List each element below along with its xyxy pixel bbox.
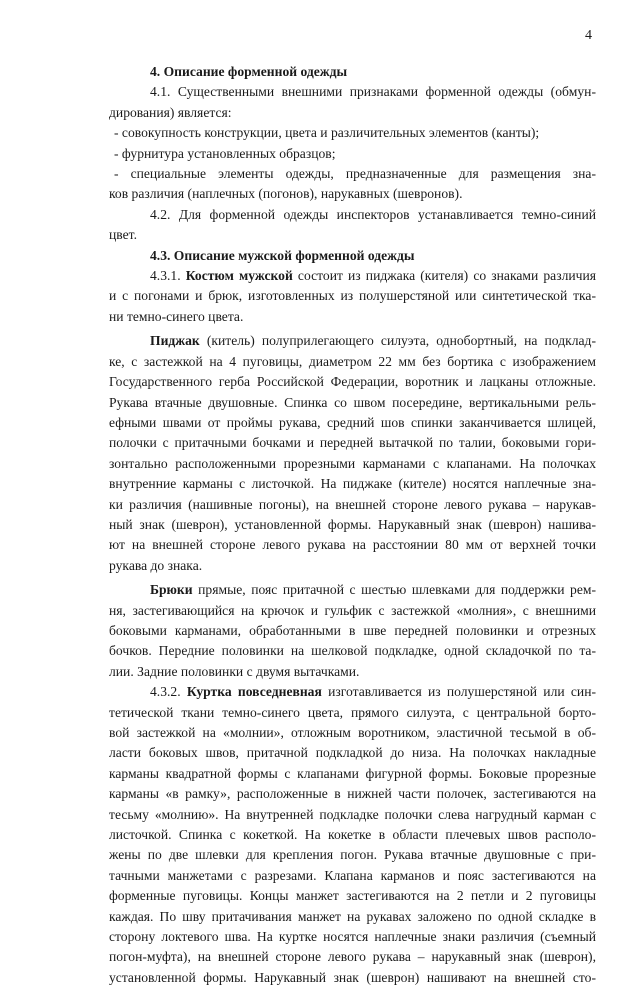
jacket-paragraph-line: зонтально расположенными прорезными карманами с клапанами. На полочках xyxy=(109,455,596,471)
jacket-paragraph-line: полочки с притачными бочками и передней вытачкой по талии, боковыми гори- xyxy=(109,435,596,451)
paragraph-4-3-2-line: жены по две шлевки для крепления погон. Рукава втачные двушовные с при- xyxy=(109,847,596,863)
trousers-paragraph-line: Брюки прямые, пояс притачной с шестью шлевками для поддержки рем- xyxy=(150,582,596,598)
jacket-paragraph-line: ефными швами от проймы рукава, средний шов спинки заканчивается шлицей, xyxy=(109,414,596,430)
trousers-paragraph-line: ня, застегивающийся на крючок и гульфик с застежкой «молния», с внешними xyxy=(109,602,596,618)
section-4-3-heading: 4.3. Описание мужской форменной одежды xyxy=(150,247,415,263)
paragraph-4-3-2-line: установленной формы. Нарукавный знак (шеврон) нашивают на внешней сто- xyxy=(109,969,596,985)
paragraph-4-3-1-line: 4.3.1. Костюм мужской состоит из пиджака (кителя) со знаками различия xyxy=(150,268,597,284)
paragraph-4-1-line: дирования) является: xyxy=(109,104,232,120)
paragraph-4-1-line: 4.1. Существенными внешними признаками форменной одежды (обмун- xyxy=(150,84,596,100)
jacket-paragraph-line: внутренние карманы с листочкой. На пиджаке (кителе) носятся наплечные зна- xyxy=(109,476,596,492)
jacket-paragraph-line: ки различия (нашивные погоны), на внешней стороне левого рукава – нарукав- xyxy=(109,496,596,512)
paragraph-4-3-2-line: погон-муфта), на внешней стороне левого рукава – нарукавный знак (шеврон), xyxy=(109,949,596,965)
jacket-paragraph-line: Рукава втачные двушовные. Спинка со швом посередине, вертикальными рель- xyxy=(109,394,596,410)
list-item-line: ков различия (наплечных (погонов), нарукавных (шевронов). xyxy=(109,186,463,202)
paragraph-4-3-2-line: каждая. По шву притачивания манжет на рукавах заложено по одной складке в xyxy=(109,908,596,924)
paragraph-4-3-2-line: вой застежкой на «молнии», отложным воротником, эластичной тесьмой в об- xyxy=(109,725,596,740)
list-item: - фурнитура установленных образцов; xyxy=(114,145,336,161)
paragraph-4-3-2-line: 4.3.2. Куртка повседневная изготавливается из полушерстяной или син- xyxy=(150,684,596,700)
paragraph-4-3-1-line: ни темно-синего цвета. xyxy=(109,308,244,324)
paragraph-4-3-2-line: ласти боковых швов, притачной подкладкой до низа. На полочках накладные xyxy=(109,745,596,761)
jacket-paragraph-line: Пиджак (китель) полуприлегающего силуэта, однобортный, на подклад- xyxy=(150,333,596,349)
jacket-paragraph-line: ный знак (шеврон), установленной формы. Нарукавный знак (шеврон) нашива- xyxy=(109,516,596,532)
paragraph-4-3-2-line: форменные пуговицы. Концы манжет застегиваются на 2 петли и 2 пуговицы xyxy=(109,888,596,904)
paragraph-4-3-2-line: тетической ткани темно-синего цвета, прямого силуэта, с центральной борто- xyxy=(109,704,596,720)
document-body xyxy=(109,62,596,988)
trousers-paragraph-line: бочков. Передние половинки на шелковой подкладке, одной складочкой по та- xyxy=(109,643,596,659)
jacket-paragraph-line: Государственного герба Российской Федерации, воротник и лацканы отложные. xyxy=(109,374,596,390)
section-4-heading: 4. Описание форменной одежды xyxy=(150,64,348,79)
list-item: - совокупность конструкции, цвета и различительных элементов (канты); xyxy=(114,125,540,141)
paragraph-4-3-2-line: сторону локтевого шва. На куртке носятся наплечные знаки различия (съемный xyxy=(109,929,596,945)
paragraph-4-3-2-line: карманы квадратной формы с клапанами фигурной формы. Боковые прорезные xyxy=(109,765,596,781)
paragraph-4-3-1-line: и с погонами и брюк, изготовленных из полушерстяной или синтетической тка- xyxy=(109,288,596,304)
list-item: - специальные элементы одежды, предназначенные для размещения зна- xyxy=(114,166,596,182)
trousers-paragraph-line: лии. Задние половинки с двумя вытачками. xyxy=(109,663,360,679)
paragraph-4-3-2-line: листочкой. Спинка с кокеткой. На кокетке в области плечевых швов располо- xyxy=(109,827,596,843)
paragraph-4-3-2-line: карманы «в рамку», расположенные в нижней части полочек, застегиваются на xyxy=(109,786,596,802)
paragraph-4-2-line: цвет. xyxy=(109,227,137,243)
paragraph-4-3-2-line: тесьму «молнию». На внутренней подкладке полочки слева нагрудный карман с xyxy=(109,806,596,822)
paragraph-4-2-line: 4.2. Для форменной одежды инспекторов устанавливается темно-синий xyxy=(150,206,596,222)
jacket-paragraph-line: рукава до знака. xyxy=(109,557,203,573)
trousers-paragraph-line: боковыми карманами, обработанными в шве передней половинки и отрезных xyxy=(109,622,596,638)
paragraph-4-3-2-line: тачными манжетами с разрезами. Клапана карманов и пояс застегиваются на xyxy=(109,867,596,883)
jacket-paragraph-line: ке, с застежкой на 4 пуговицы, диаметром 22 мм без бортика с изображением xyxy=(109,353,596,369)
page-number: 4 xyxy=(585,28,592,43)
jacket-paragraph-line: ют на внешней стороне левого рукава на расстоянии 80 мм от верхней точки xyxy=(109,537,596,553)
